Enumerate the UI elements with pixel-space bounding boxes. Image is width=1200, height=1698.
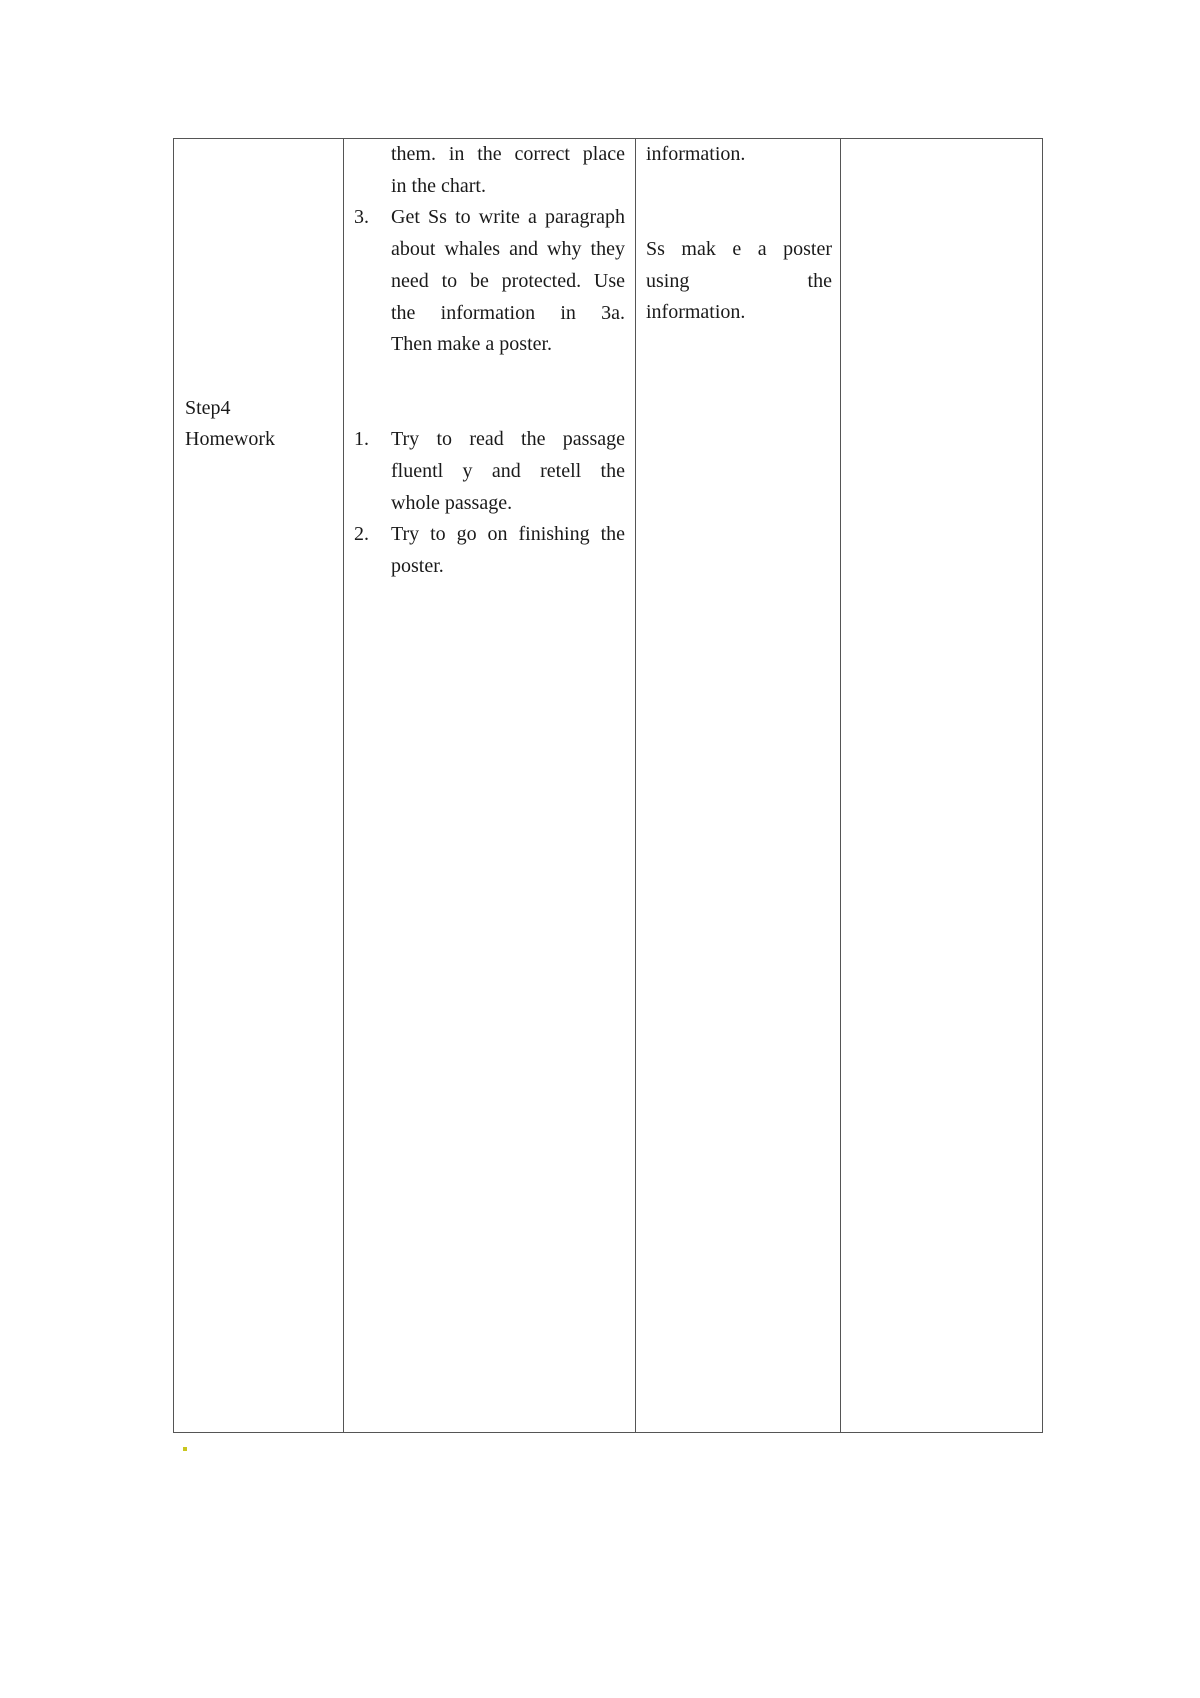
list-item [354, 424, 625, 519]
text-line: the information in 3a. [391, 301, 625, 324]
column-divider [343, 139, 344, 1432]
stray-mark [183, 1447, 187, 1451]
text-line: Try to go on finishing the [391, 523, 625, 546]
notes-cell [850, 139, 1036, 1432]
text-line: them. in the correct place [391, 143, 625, 165]
list-item [354, 202, 625, 361]
list-number: 2. [354, 523, 369, 546]
text-line: poster. [391, 555, 444, 578]
tasks-cell [354, 139, 625, 1432]
step-cell [185, 139, 335, 1432]
text-line: need to be protected. Use [391, 269, 625, 292]
list-number: 3. [354, 206, 369, 229]
list-item [354, 519, 625, 582]
text-line: about whales and why they [391, 238, 625, 261]
step-name: Homework [185, 428, 275, 451]
text-line: fluentl y and retell the [391, 460, 625, 483]
text-line: Then make a poster. [391, 333, 553, 356]
continued-text [354, 139, 625, 202]
text-line: Try to read the passage [391, 428, 625, 451]
lesson-plan-table [173, 138, 1043, 1433]
column-divider [635, 139, 636, 1432]
text-line: information. [646, 143, 746, 165]
text-line: in the chart. [391, 174, 486, 197]
text-line: using the [646, 269, 832, 292]
text-line: Ss mak e a poster [646, 238, 832, 261]
text-line: information. [646, 301, 746, 324]
step-title: Step4 [185, 396, 231, 419]
text-line: whole passage. [391, 491, 513, 514]
list-number: 1. [354, 428, 369, 451]
activity-cell [646, 139, 832, 1432]
text-line: Get Ss to write a paragraph [391, 206, 625, 229]
column-divider [840, 139, 841, 1432]
